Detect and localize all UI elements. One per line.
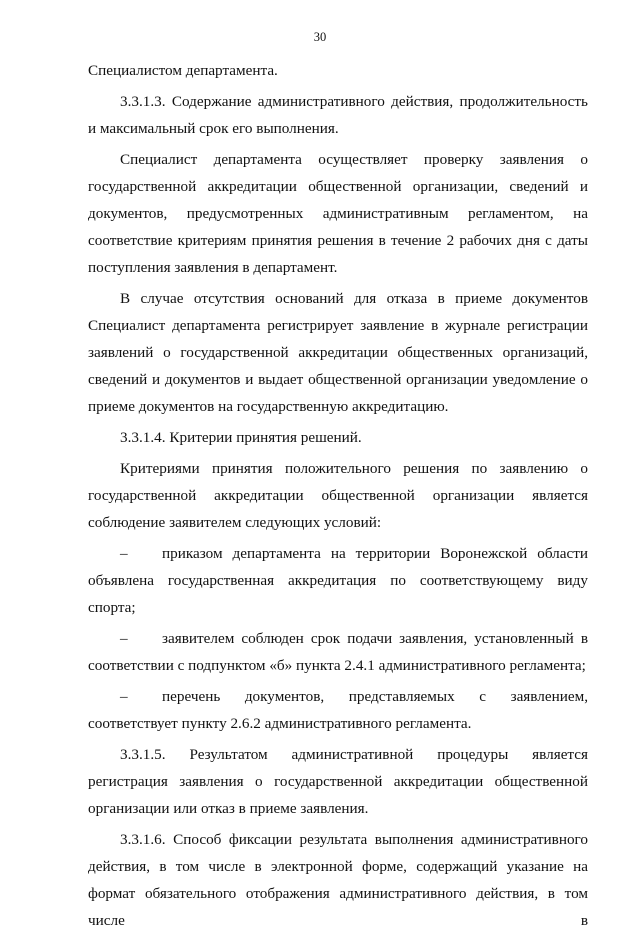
paragraph-specialist-check: Специалист департамента осуществляет проверку заявления о государственной аккредитации общественной организации, сведений и документов, предусмотренных административным регламентом, на соответствие критериям принятия решения в течение 2 рабочих дня с даты поступления заявления в департамент. — [88, 151, 588, 276]
list-dash: – — [120, 688, 128, 705]
list-dash: – — [120, 545, 128, 562]
list-item — [88, 683, 588, 737]
paragraph-3-3-1-6: 3.3.1.6. Способ фиксации результата выполнения административного действия, в том числе в электронной форме, содержащий указание на формат обязательного отображения административного действия, в том числе в — [88, 831, 588, 929]
list-item — [88, 625, 588, 679]
paragraph-continuation: Специалистом департамента. — [88, 62, 278, 79]
list-item-text: заявителем соблюден срок подачи заявления, установленный в соответствии с подпунктом «б» пункта 2.4.1 административного регламента; — [88, 630, 588, 674]
list-item — [88, 540, 588, 621]
paragraph-3-3-1-3-heading: 3.3.1.3. Содержание административного действия, продолжительность и максимальный срок его выполнения. — [88, 93, 588, 137]
paragraph-criteria: Критериями принятия положительного решения по заявлению о государственной аккредитации общественной организации является соблюдение заявителем следующих условий: — [88, 460, 588, 531]
paragraph-registration: В случае отсутствия оснований для отказа в приеме документов Специалист департамента регистрирует заявление в журнале регистрации заявлений о государственной аккредитации общественных организаций, сведений и документов и выдает общественной организации уведомление о приеме документов на государственную аккредитацию. — [88, 290, 588, 415]
page-number: 30 — [313, 30, 327, 44]
paragraph-3-3-1-4-heading: 3.3.1.4. Критерии принятия решений. — [120, 429, 362, 446]
document-body — [88, 57, 588, 934]
paragraph-3-3-1-5: 3.3.1.5. Результатом административной процедуры является регистрация заявления о государственной аккредитации общественной организации или отказ в приеме заявления. — [88, 746, 588, 817]
list-dash: – — [120, 630, 128, 647]
list-item-text: приказом департамента на территории Воронежской области объявлена государственная аккредитация по соответствующему виду спорта; — [88, 545, 588, 616]
list-item-text: перечень документов, представляемых с заявлением, соответствует пункту 2.6.2 административного регламента. — [88, 688, 588, 732]
